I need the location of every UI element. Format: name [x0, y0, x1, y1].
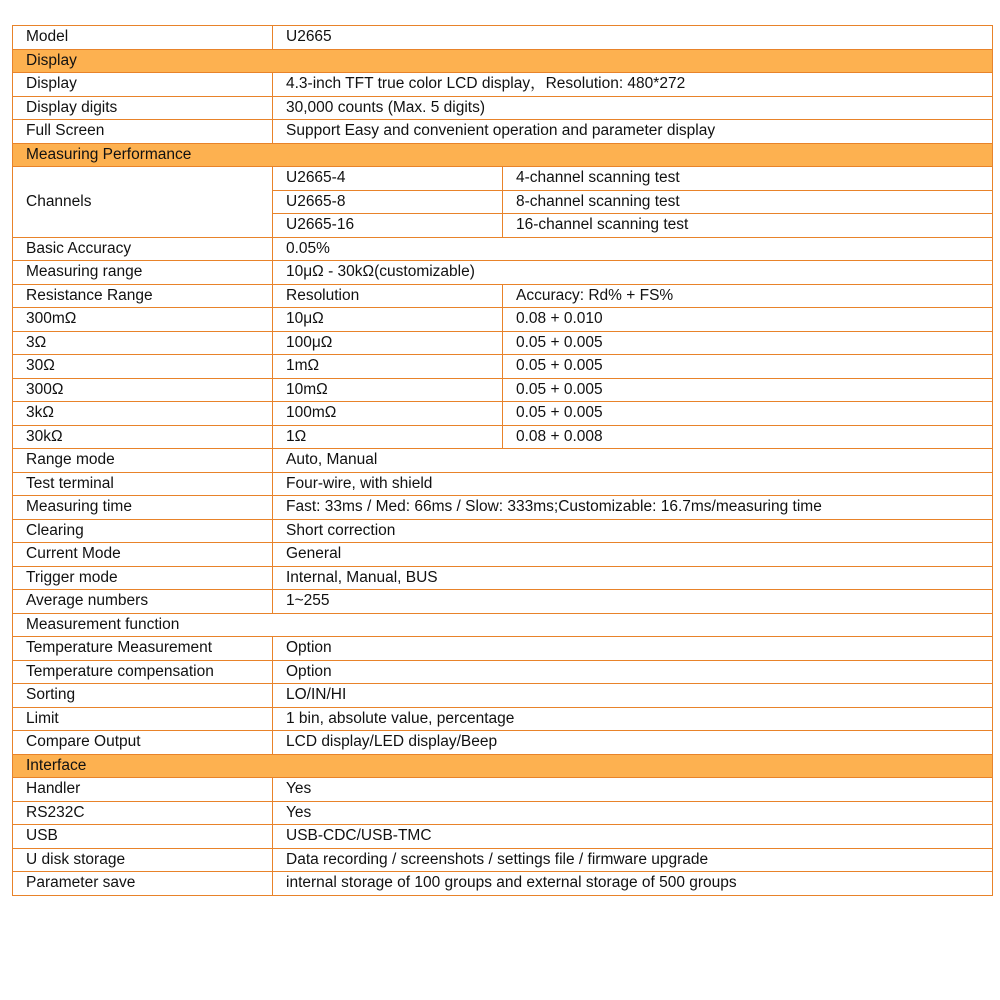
row-label: Current Mode: [13, 543, 273, 567]
table-row: [13, 872, 993, 896]
row-label: Display: [13, 73, 273, 97]
row-label: Sorting: [13, 684, 273, 708]
section-title: Measuring Performance: [13, 143, 993, 167]
row-label: Display digits: [13, 96, 273, 120]
row-label: RS232C: [13, 801, 273, 825]
row-value: Option: [273, 660, 993, 684]
row-value: General: [273, 543, 993, 567]
row-value: LO/IN/HI: [273, 684, 993, 708]
table-row: [13, 778, 993, 802]
table-row-model: [13, 26, 993, 50]
section-title: Display: [13, 49, 993, 73]
row-value: 4.3-inch TFT true color LCD display，Resolution: 480*272: [273, 73, 993, 97]
resistance-range: 30kΩ: [13, 425, 273, 449]
resistance-accuracy: 0.08 + 0.010: [503, 308, 993, 332]
resistance-resolution: 10mΩ: [273, 378, 503, 402]
row-label: Limit: [13, 707, 273, 731]
table-row: [13, 731, 993, 755]
table-row-channels: [13, 167, 993, 191]
table-row: [13, 120, 993, 144]
resistance-accuracy: 0.05 + 0.005: [503, 402, 993, 426]
section-header-display: [13, 49, 993, 73]
table-row: [13, 472, 993, 496]
row-value: 10μΩ - 30kΩ(customizable): [273, 261, 993, 285]
spec-table: [12, 25, 993, 896]
resistance-range: 30Ω: [13, 355, 273, 379]
resistance-row: [13, 331, 993, 355]
resistance-resolution: 100mΩ: [273, 402, 503, 426]
row-label: Trigger mode: [13, 566, 273, 590]
resistance-range: 3Ω: [13, 331, 273, 355]
table-row: [13, 543, 993, 567]
row-value: Yes: [273, 778, 993, 802]
row-label: USB: [13, 825, 273, 849]
measurement-function-title: Measurement function: [13, 613, 993, 637]
row-value: U2665: [273, 26, 993, 50]
resistance-row: [13, 355, 993, 379]
table-row: [13, 660, 993, 684]
row-value: 30,000 counts (Max. 5 digits): [273, 96, 993, 120]
row-value: Yes: [273, 801, 993, 825]
table-row: [13, 261, 993, 285]
channel-desc: 4-channel scanning test: [503, 167, 993, 191]
row-value: Option: [273, 637, 993, 661]
resistance-header-resolution: Resolution: [273, 284, 503, 308]
resistance-row: [13, 425, 993, 449]
resistance-range: 3kΩ: [13, 402, 273, 426]
resistance-row: [13, 308, 993, 332]
resistance-accuracy: 0.05 + 0.005: [503, 331, 993, 355]
resistance-header-range: Resistance Range: [13, 284, 273, 308]
table-row: [13, 237, 993, 261]
resistance-accuracy: 0.05 + 0.005: [503, 378, 993, 402]
section-title: Interface: [13, 754, 993, 778]
resistance-accuracy: 0.08 + 0.008: [503, 425, 993, 449]
channel-model: U2665-4: [273, 167, 503, 191]
row-value: 1 bin, absolute value, percentage: [273, 707, 993, 731]
table-row: [13, 449, 993, 473]
resistance-row: [13, 402, 993, 426]
table-row: [13, 684, 993, 708]
resistance-resolution: 100μΩ: [273, 331, 503, 355]
row-value: Four-wire, with shield: [273, 472, 993, 496]
channel-model: U2665-16: [273, 214, 503, 238]
resistance-resolution: 1Ω: [273, 425, 503, 449]
section-header-interface: [13, 754, 993, 778]
table-row: [13, 519, 993, 543]
row-label: Test terminal: [13, 472, 273, 496]
resistance-header-accuracy: Accuracy: Rd% + FS%: [503, 284, 993, 308]
row-label: Measuring range: [13, 261, 273, 285]
table-row: [13, 848, 993, 872]
row-label: Compare Output: [13, 731, 273, 755]
section-header-measuring: [13, 143, 993, 167]
table-row: [13, 496, 993, 520]
row-label: Temperature compensation: [13, 660, 273, 684]
resistance-row: [13, 378, 993, 402]
row-value: USB-CDC/USB-TMC: [273, 825, 993, 849]
resistance-range: 300Ω: [13, 378, 273, 402]
channel-desc: 16-channel scanning test: [503, 214, 993, 238]
table-row: [13, 566, 993, 590]
row-value: Data recording / screenshots / settings file / firmware upgrade: [273, 848, 993, 872]
resistance-header-row: [13, 284, 993, 308]
channels-label: Channels: [13, 167, 273, 238]
row-value: Auto, Manual: [273, 449, 993, 473]
row-value: 0.05%: [273, 237, 993, 261]
resistance-accuracy: 0.05 + 0.005: [503, 355, 993, 379]
resistance-range: 300mΩ: [13, 308, 273, 332]
row-label: Range mode: [13, 449, 273, 473]
table-row: [13, 707, 993, 731]
table-row: [13, 637, 993, 661]
resistance-resolution: 1mΩ: [273, 355, 503, 379]
row-value: Support Easy and convenient operation and parameter display: [273, 120, 993, 144]
row-label: Clearing: [13, 519, 273, 543]
row-value: Fast: 33ms / Med: 66ms / Slow: 333ms;Customizable: 16.7ms/measuring time: [273, 496, 993, 520]
row-value: LCD display/LED display/Beep: [273, 731, 993, 755]
measurement-function-row: [13, 613, 993, 637]
row-label: Basic Accuracy: [13, 237, 273, 261]
row-value: Short correction: [273, 519, 993, 543]
row-label: Measuring time: [13, 496, 273, 520]
channel-desc: 8-channel scanning test: [503, 190, 993, 214]
table-row: [13, 825, 993, 849]
channel-model: U2665-8: [273, 190, 503, 214]
row-label: Parameter save: [13, 872, 273, 896]
table-row: [13, 73, 993, 97]
row-label: Handler: [13, 778, 273, 802]
table-row: [13, 96, 993, 120]
row-label: Temperature Measurement: [13, 637, 273, 661]
row-label: Full Screen: [13, 120, 273, 144]
row-value: Internal, Manual, BUS: [273, 566, 993, 590]
row-label: Average numbers: [13, 590, 273, 614]
row-label: U disk storage: [13, 848, 273, 872]
row-value: internal storage of 100 groups and external storage of 500 groups: [273, 872, 993, 896]
resistance-resolution: 10μΩ: [273, 308, 503, 332]
row-value: 1~255: [273, 590, 993, 614]
row-label: Model: [13, 26, 273, 50]
table-row: [13, 590, 993, 614]
table-row: [13, 801, 993, 825]
